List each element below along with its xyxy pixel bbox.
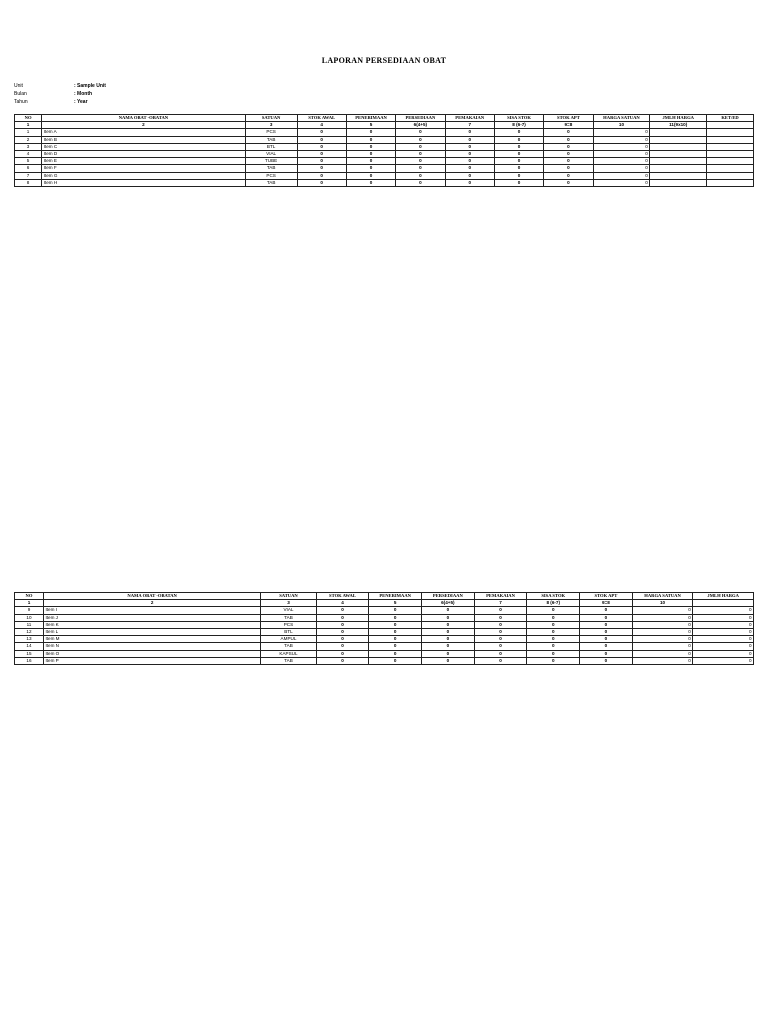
column-index-row (15, 600, 754, 607)
table-cell: 0 (369, 607, 422, 614)
table-cell: 0 (494, 172, 543, 179)
table-cell: 0 (297, 129, 346, 136)
table-cell: Item G (42, 172, 246, 179)
table-cell: 0 (593, 158, 650, 165)
table-cell: 0 (346, 158, 395, 165)
table-cell: Item I (43, 607, 260, 614)
table-cell: 0 (445, 143, 494, 150)
column-header: SISA STOK (527, 593, 580, 600)
column-index-cell: 3 (245, 122, 297, 129)
table-cell: 0 (544, 165, 593, 172)
table-cell: Item H (42, 179, 246, 186)
table-cell: 0 (297, 143, 346, 150)
column-header: PENERIMAAN (369, 593, 422, 600)
column-header: SATUAN (245, 115, 297, 122)
table-cell: 0 (369, 657, 422, 664)
column-index-cell: 8 (6-7) (494, 122, 543, 129)
table-cell: Item B (42, 136, 246, 143)
table-cell: 0 (445, 136, 494, 143)
column-header: SATUAN (261, 593, 316, 600)
table-cell: 0 (369, 636, 422, 643)
table-cell: 7 (15, 172, 42, 179)
table-row (15, 165, 754, 172)
column-header: NAMA OBAT -OBATAN (42, 115, 246, 122)
table-cell: 0 (445, 129, 494, 136)
table-cell: 0 (693, 607, 754, 614)
table-cell: 0 (580, 621, 633, 628)
table-cell: TAB (245, 179, 297, 186)
table-cell (707, 129, 754, 136)
table-cell: 0 (580, 628, 633, 635)
table-cell: 0 (346, 150, 395, 157)
table-cell: TAB (261, 657, 316, 664)
table-cell: 0 (445, 179, 494, 186)
column-index-cell: 1 (15, 600, 44, 607)
column-index-cell: 7 (474, 600, 527, 607)
column-index-cell (693, 600, 754, 607)
table-cell: Item C (42, 143, 246, 150)
column-index-row (15, 122, 754, 129)
table-cell: Item D (42, 150, 246, 157)
table-cell: 0 (632, 657, 693, 664)
table-cell: 0 (369, 643, 422, 650)
table-cell: 0 (396, 136, 445, 143)
column-header: PEMAKAIAN (445, 115, 494, 122)
table-cell (650, 179, 707, 186)
table-cell: 0 (369, 628, 422, 635)
table-cell: 0 (544, 172, 593, 179)
table-cell (707, 143, 754, 150)
table-cell: TAB (245, 165, 297, 172)
meta-row (14, 98, 106, 106)
table-cell: 3 (15, 143, 42, 150)
table-cell: 0 (527, 628, 580, 635)
table-cell: 0 (632, 643, 693, 650)
column-index-cell: 4 (297, 122, 346, 129)
table-cell: 0 (580, 650, 633, 657)
table-cell: 0 (297, 179, 346, 186)
table-cell: PCS (261, 621, 316, 628)
table-row (15, 650, 754, 657)
table-cell: 0 (316, 621, 369, 628)
column-index-cell: 3 (261, 600, 316, 607)
table-cell: Item F (42, 165, 246, 172)
column-header: STOK AWAL (316, 593, 369, 600)
table-cell: 0 (527, 650, 580, 657)
meta-value: : Sample Unit (74, 83, 106, 89)
table-cell: Item E (42, 158, 246, 165)
table-cell (650, 143, 707, 150)
table-cell: TUBE (245, 158, 297, 165)
table-cell: 0 (422, 621, 475, 628)
table-cell: 0 (580, 636, 633, 643)
meta-value: : Year (74, 99, 88, 105)
column-header: JMLH HARGA (650, 115, 707, 122)
column-header: STOK APT (544, 115, 593, 122)
table-cell: 0 (544, 129, 593, 136)
table-cell: 0 (527, 621, 580, 628)
table-cell: 0 (527, 643, 580, 650)
column-header: PERSEDIAAN (422, 593, 475, 600)
table-cell (707, 158, 754, 165)
table-cell: 0 (316, 614, 369, 621)
column-header: STOK APT (580, 593, 633, 600)
table-row (15, 136, 754, 143)
table-cell: 0 (593, 150, 650, 157)
table-cell: 0 (494, 158, 543, 165)
table-cell: 0 (346, 179, 395, 186)
table-cell: 13 (15, 636, 44, 643)
table-cell: 0 (632, 607, 693, 614)
table-cell (707, 136, 754, 143)
table-cell: 11 (15, 621, 44, 628)
table-cell: 0 (297, 165, 346, 172)
table-cell: 0 (544, 136, 593, 143)
table-cell: 0 (396, 150, 445, 157)
table-cell: Item N (43, 643, 260, 650)
table-cell: 0 (693, 621, 754, 628)
table-cell: 0 (474, 621, 527, 628)
table-cell: Item J (43, 614, 260, 621)
table-cell: 0 (316, 636, 369, 643)
table-row (15, 172, 754, 179)
table-row (15, 628, 754, 635)
table-cell: 0 (494, 150, 543, 157)
table-cell: 8 (15, 179, 42, 186)
column-index-cell: 5 (369, 600, 422, 607)
table-cell: 0 (593, 136, 650, 143)
table-cell: 0 (316, 657, 369, 664)
table-cell: 0 (369, 614, 422, 621)
column-header: PEMAKAIAN (474, 593, 527, 600)
table-cell: 0 (474, 650, 527, 657)
table-cell: 0 (297, 158, 346, 165)
header-row (15, 593, 754, 600)
table-cell: 0 (316, 628, 369, 635)
table-cell: 0 (346, 129, 395, 136)
table-cell: 0 (593, 165, 650, 172)
table-cell: 0 (632, 614, 693, 621)
table-cell: PCS (245, 172, 297, 179)
table-cell: 0 (396, 158, 445, 165)
column-index-cell: 5 (346, 122, 395, 129)
table-cell: 0 (693, 650, 754, 657)
table-row (15, 657, 754, 664)
table-cell: 0 (593, 129, 650, 136)
table-row (15, 158, 754, 165)
table-cell: 0 (527, 614, 580, 621)
table-cell (707, 179, 754, 186)
table-cell: 0 (297, 136, 346, 143)
table-cell: VIAL (245, 150, 297, 157)
table-cell: 0 (474, 636, 527, 643)
column-index-cell: 1 (15, 122, 42, 129)
column-header: HARGA SATUAN (593, 115, 650, 122)
table-cell: TAB (261, 614, 316, 621)
table-cell: 0 (580, 607, 633, 614)
table-cell: 0 (593, 143, 650, 150)
table-cell: Item K (43, 621, 260, 628)
table-cell: 9 (15, 607, 44, 614)
column-index-cell (707, 122, 754, 129)
meta-label: Bulan (14, 91, 27, 97)
meta-label: Unit (14, 83, 23, 89)
table-cell: 0 (474, 607, 527, 614)
table-row (15, 143, 754, 150)
table-cell: Item M (43, 636, 260, 643)
column-header: NO (15, 593, 44, 600)
table-cell: 0 (544, 143, 593, 150)
table-cell: 0 (527, 607, 580, 614)
column-index-cell: 10 (593, 122, 650, 129)
column-header: PERSEDIAAN (396, 115, 445, 122)
table-cell: 0 (527, 636, 580, 643)
table-row (15, 621, 754, 628)
table-cell: 1 (15, 129, 42, 136)
table-cell: 0 (422, 636, 475, 643)
table-cell: Item P (43, 657, 260, 664)
column-index-cell: 4 (316, 600, 369, 607)
table-row (15, 614, 754, 621)
column-header: PENERIMAAN (346, 115, 395, 122)
table-cell: 15 (15, 650, 44, 657)
table-cell: 0 (422, 657, 475, 664)
table-cell: 4 (15, 150, 42, 157)
table-cell: 0 (316, 607, 369, 614)
table-cell: 0 (693, 628, 754, 635)
table-cell: 0 (445, 172, 494, 179)
table-cell (650, 172, 707, 179)
column-index-cell: 9=8 (544, 122, 593, 129)
table-row (15, 150, 754, 157)
table-cell: BTL (261, 628, 316, 635)
table-cell: 0 (422, 607, 475, 614)
table-cell: 0 (396, 165, 445, 172)
table-cell: 0 (474, 657, 527, 664)
table-cell: 0 (580, 614, 633, 621)
column-header: KET/ED (707, 115, 754, 122)
table-cell: 6 (15, 165, 42, 172)
table-cell: 0 (544, 150, 593, 157)
table-cell (707, 165, 754, 172)
table-cell (707, 150, 754, 157)
meta-row (14, 82, 106, 90)
table-row (15, 607, 754, 614)
table-cell (650, 136, 707, 143)
header-row (15, 115, 754, 122)
table-cell: 0 (445, 158, 494, 165)
table-cell: 0 (693, 636, 754, 643)
table-cell: 10 (15, 614, 44, 621)
table-cell: 0 (297, 150, 346, 157)
column-index-cell: 2 (43, 600, 260, 607)
table-cell: 0 (494, 136, 543, 143)
table-cell: 0 (346, 172, 395, 179)
table-cell: 0 (297, 172, 346, 179)
table-cell (650, 129, 707, 136)
table-cell: 0 (593, 179, 650, 186)
table-row (15, 179, 754, 186)
table-cell: 0 (494, 179, 543, 186)
table-cell: 0 (593, 172, 650, 179)
meta-row (14, 90, 106, 98)
table-cell (650, 158, 707, 165)
table-cell: 0 (369, 650, 422, 657)
table-cell: 0 (396, 179, 445, 186)
table-row (15, 636, 754, 643)
table-cell (650, 165, 707, 172)
table-cell: 0 (422, 628, 475, 635)
table-cell: Item A (42, 129, 246, 136)
table-cell: 0 (396, 129, 445, 136)
table-cell: 0 (474, 643, 527, 650)
table-cell: 0 (422, 650, 475, 657)
table-cell: 0 (632, 621, 693, 628)
table-cell: 12 (15, 628, 44, 635)
meta-value: : Month (74, 91, 93, 97)
table-row (15, 129, 754, 136)
table-cell: VIAL (261, 607, 316, 614)
table-cell: 0 (632, 636, 693, 643)
table-cell: 0 (527, 657, 580, 664)
meta-label: Tahun (14, 99, 28, 105)
table-cell: 0 (693, 657, 754, 664)
table-cell: Item L (43, 628, 260, 635)
table-cell: 0 (494, 143, 543, 150)
column-header: STOK AWAL (297, 115, 346, 122)
table-cell: 0 (396, 143, 445, 150)
inventory-table-page-1 (14, 114, 754, 187)
table-cell: BTL (245, 143, 297, 150)
table-row (15, 643, 754, 650)
table-cell: KAPSUL (261, 650, 316, 657)
table-cell: 0 (693, 614, 754, 621)
table-cell: 0 (316, 650, 369, 657)
table-cell: 5 (15, 158, 42, 165)
table-cell: 0 (316, 643, 369, 650)
column-header: NO (15, 115, 42, 122)
table-cell: 0 (346, 143, 395, 150)
table-cell: TAB (261, 643, 316, 650)
table-cell: 0 (445, 165, 494, 172)
column-header: JMLH HARGA (693, 593, 754, 600)
table-cell: 0 (445, 150, 494, 157)
column-header: NAMA OBAT -OBATAN (43, 593, 260, 600)
table-cell: TAB (245, 136, 297, 143)
table-cell: 0 (369, 621, 422, 628)
table-cell (707, 172, 754, 179)
column-header: HARGA SATUAN (632, 593, 693, 600)
table-cell: AMPUL (261, 636, 316, 643)
table-cell: Item O (43, 650, 260, 657)
report-meta (14, 82, 106, 106)
column-index-cell: 9=8 (580, 600, 633, 607)
table-cell: 0 (580, 657, 633, 664)
column-index-cell: 10 (632, 600, 693, 607)
table-cell: 16 (15, 657, 44, 664)
column-index-cell: 2 (42, 122, 246, 129)
table-cell: 0 (544, 158, 593, 165)
table-cell: 0 (580, 643, 633, 650)
column-index-cell: 11(9x10) (650, 122, 707, 129)
column-index-cell: 7 (445, 122, 494, 129)
table-cell: 0 (632, 650, 693, 657)
column-index-cell: 6(4+5) (422, 600, 475, 607)
table-cell: 0 (494, 129, 543, 136)
table-cell: 14 (15, 643, 44, 650)
table-cell: 0 (422, 643, 475, 650)
table-cell: 2 (15, 136, 42, 143)
table-cell: PCS (245, 129, 297, 136)
report-title: LAPORAN PERSEDIAAN OBAT (321, 56, 447, 65)
table-cell: 0 (346, 136, 395, 143)
table-cell: 0 (693, 643, 754, 650)
column-index-cell: 8 (6-7) (527, 600, 580, 607)
table-cell: 0 (346, 165, 395, 172)
table-cell: 0 (474, 614, 527, 621)
table-cell: 0 (544, 179, 593, 186)
column-index-cell: 6(4+5) (396, 122, 445, 129)
table-cell (650, 150, 707, 157)
table-cell: 0 (474, 628, 527, 635)
table-cell: 0 (396, 172, 445, 179)
inventory-table-page-2 (14, 592, 754, 665)
table-cell: 0 (632, 628, 693, 635)
table-cell: 0 (422, 614, 475, 621)
column-header: SISA STOK (494, 115, 543, 122)
table-cell: 0 (494, 165, 543, 172)
